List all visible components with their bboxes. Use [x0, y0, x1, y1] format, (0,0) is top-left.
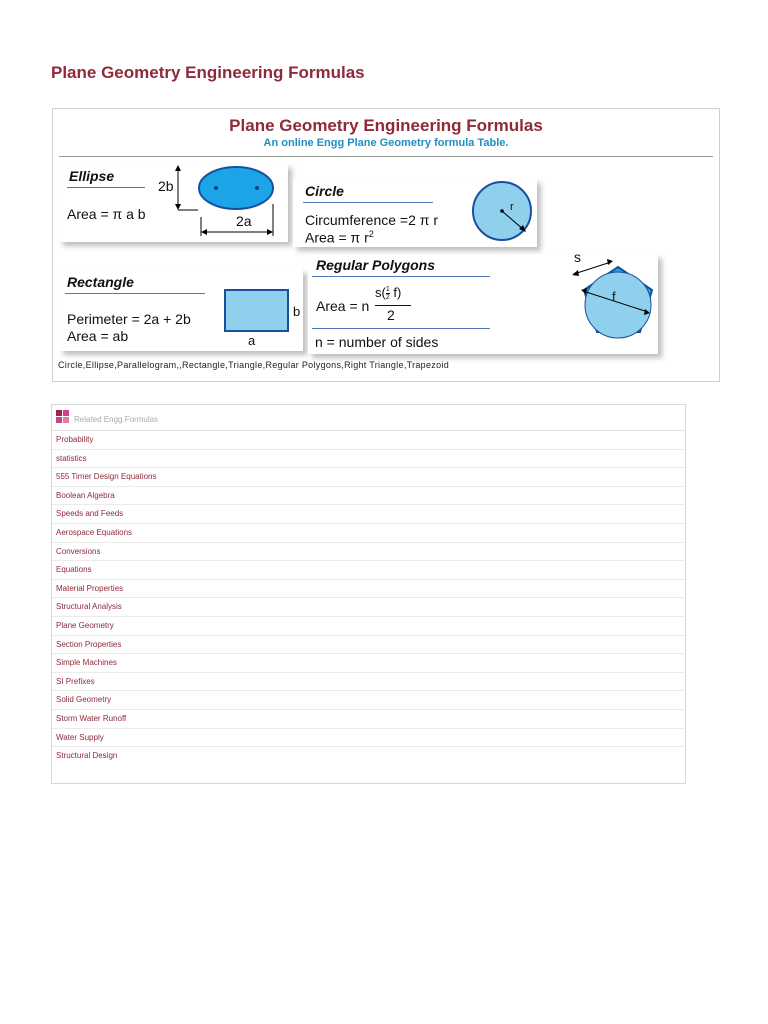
- related-link[interactable]: Boolean Algebra: [52, 487, 685, 506]
- circle-panel: [293, 179, 537, 247]
- rectangle-heading: Rectangle: [67, 274, 134, 290]
- circle-circumference: Circumference =2 π r: [305, 212, 438, 228]
- polygon-diagram: [308, 254, 658, 354]
- related-links-list: [52, 431, 685, 766]
- related-link[interactable]: Water Supply: [52, 729, 685, 748]
- ellipse-formula: Area = π a b: [67, 206, 146, 222]
- related-link[interactable]: Solid Geometry: [52, 691, 685, 710]
- related-link[interactable]: Section Properties: [52, 636, 685, 655]
- related-link[interactable]: statistics: [52, 450, 685, 469]
- rectangle-side-a: a: [248, 333, 256, 348]
- circle-radius-label: r: [510, 201, 514, 213]
- related-link[interactable]: 555 Timer Design Equations: [52, 468, 685, 487]
- related-link[interactable]: Probability: [52, 431, 685, 450]
- rectangle-side-b: b: [293, 304, 301, 319]
- polygon-half-den: 2: [385, 294, 390, 302]
- rectangle-area: Area = ab: [67, 328, 129, 344]
- polygon-heading: Regular Polygons: [316, 257, 436, 273]
- rectangle-diagram: [59, 269, 303, 351]
- related-link[interactable]: Speeds and Feeds: [52, 505, 685, 524]
- polygon-half-num: 1: [385, 286, 390, 294]
- related-link[interactable]: Equations: [52, 561, 685, 580]
- rectangle-perimeter: Perimeter = 2a + 2b: [67, 311, 191, 327]
- polygon-apothem-label: f: [612, 289, 616, 304]
- figure-divider: [59, 156, 713, 157]
- related-formulas-panel: [51, 404, 686, 784]
- related-link[interactable]: Plane Geometry: [52, 617, 685, 636]
- rectangle-panel: [59, 269, 303, 351]
- ellipse-dim-width: 2a: [236, 213, 252, 229]
- polygon-side-label: s: [574, 249, 581, 265]
- related-link[interactable]: SI Prefixes: [52, 673, 685, 692]
- shape-list-caption: Circle,Ellipse,Parallelogram,,Rectangle,Triangle,Regular Polygons,Right Triangle,Trapezoid: [58, 360, 450, 370]
- ellipse-panel: [59, 164, 288, 242]
- circle-diagram: [293, 179, 537, 247]
- ellipse-diagram: [59, 164, 288, 242]
- circle-area-text: Area = π r: [305, 229, 369, 246]
- related-link[interactable]: Storm Water Runoff: [52, 710, 685, 729]
- related-link[interactable]: Aerospace Equations: [52, 524, 685, 543]
- ellipse-dim-height: 2b: [158, 178, 174, 194]
- related-link[interactable]: Simple Machines: [52, 654, 685, 673]
- related-link[interactable]: Structural Design: [56, 751, 118, 761]
- polygon-num-end: f): [389, 285, 402, 300]
- polygon-area-denominator: 2: [387, 307, 395, 323]
- figure-title: Plane Geometry Engineering Formulas: [229, 116, 543, 135]
- polygon-area-prefix: Area = n: [316, 298, 370, 314]
- related-formulas-title: Related Engg.Formulas: [74, 415, 159, 424]
- page-title: Plane Geometry Engineering Formulas: [51, 63, 365, 82]
- related-link[interactable]: Structural Analysis: [52, 598, 685, 617]
- related-link[interactable]: Material Properties: [52, 580, 685, 599]
- polygon-panel: [308, 249, 658, 354]
- figure-subtitle: An online Engg Plane Geometry formula Table.: [263, 137, 509, 149]
- circle-heading: Circle: [305, 183, 344, 199]
- ellipse-heading: Ellipse: [69, 168, 115, 184]
- formula-figure: [52, 108, 720, 382]
- polygon-num-start: s(: [375, 285, 386, 300]
- circle-area-exponent: 2: [368, 229, 374, 239]
- related-formulas-header: [52, 405, 685, 431]
- related-link[interactable]: Conversions: [52, 543, 685, 562]
- polygon-sides: n = number of sides: [315, 334, 439, 350]
